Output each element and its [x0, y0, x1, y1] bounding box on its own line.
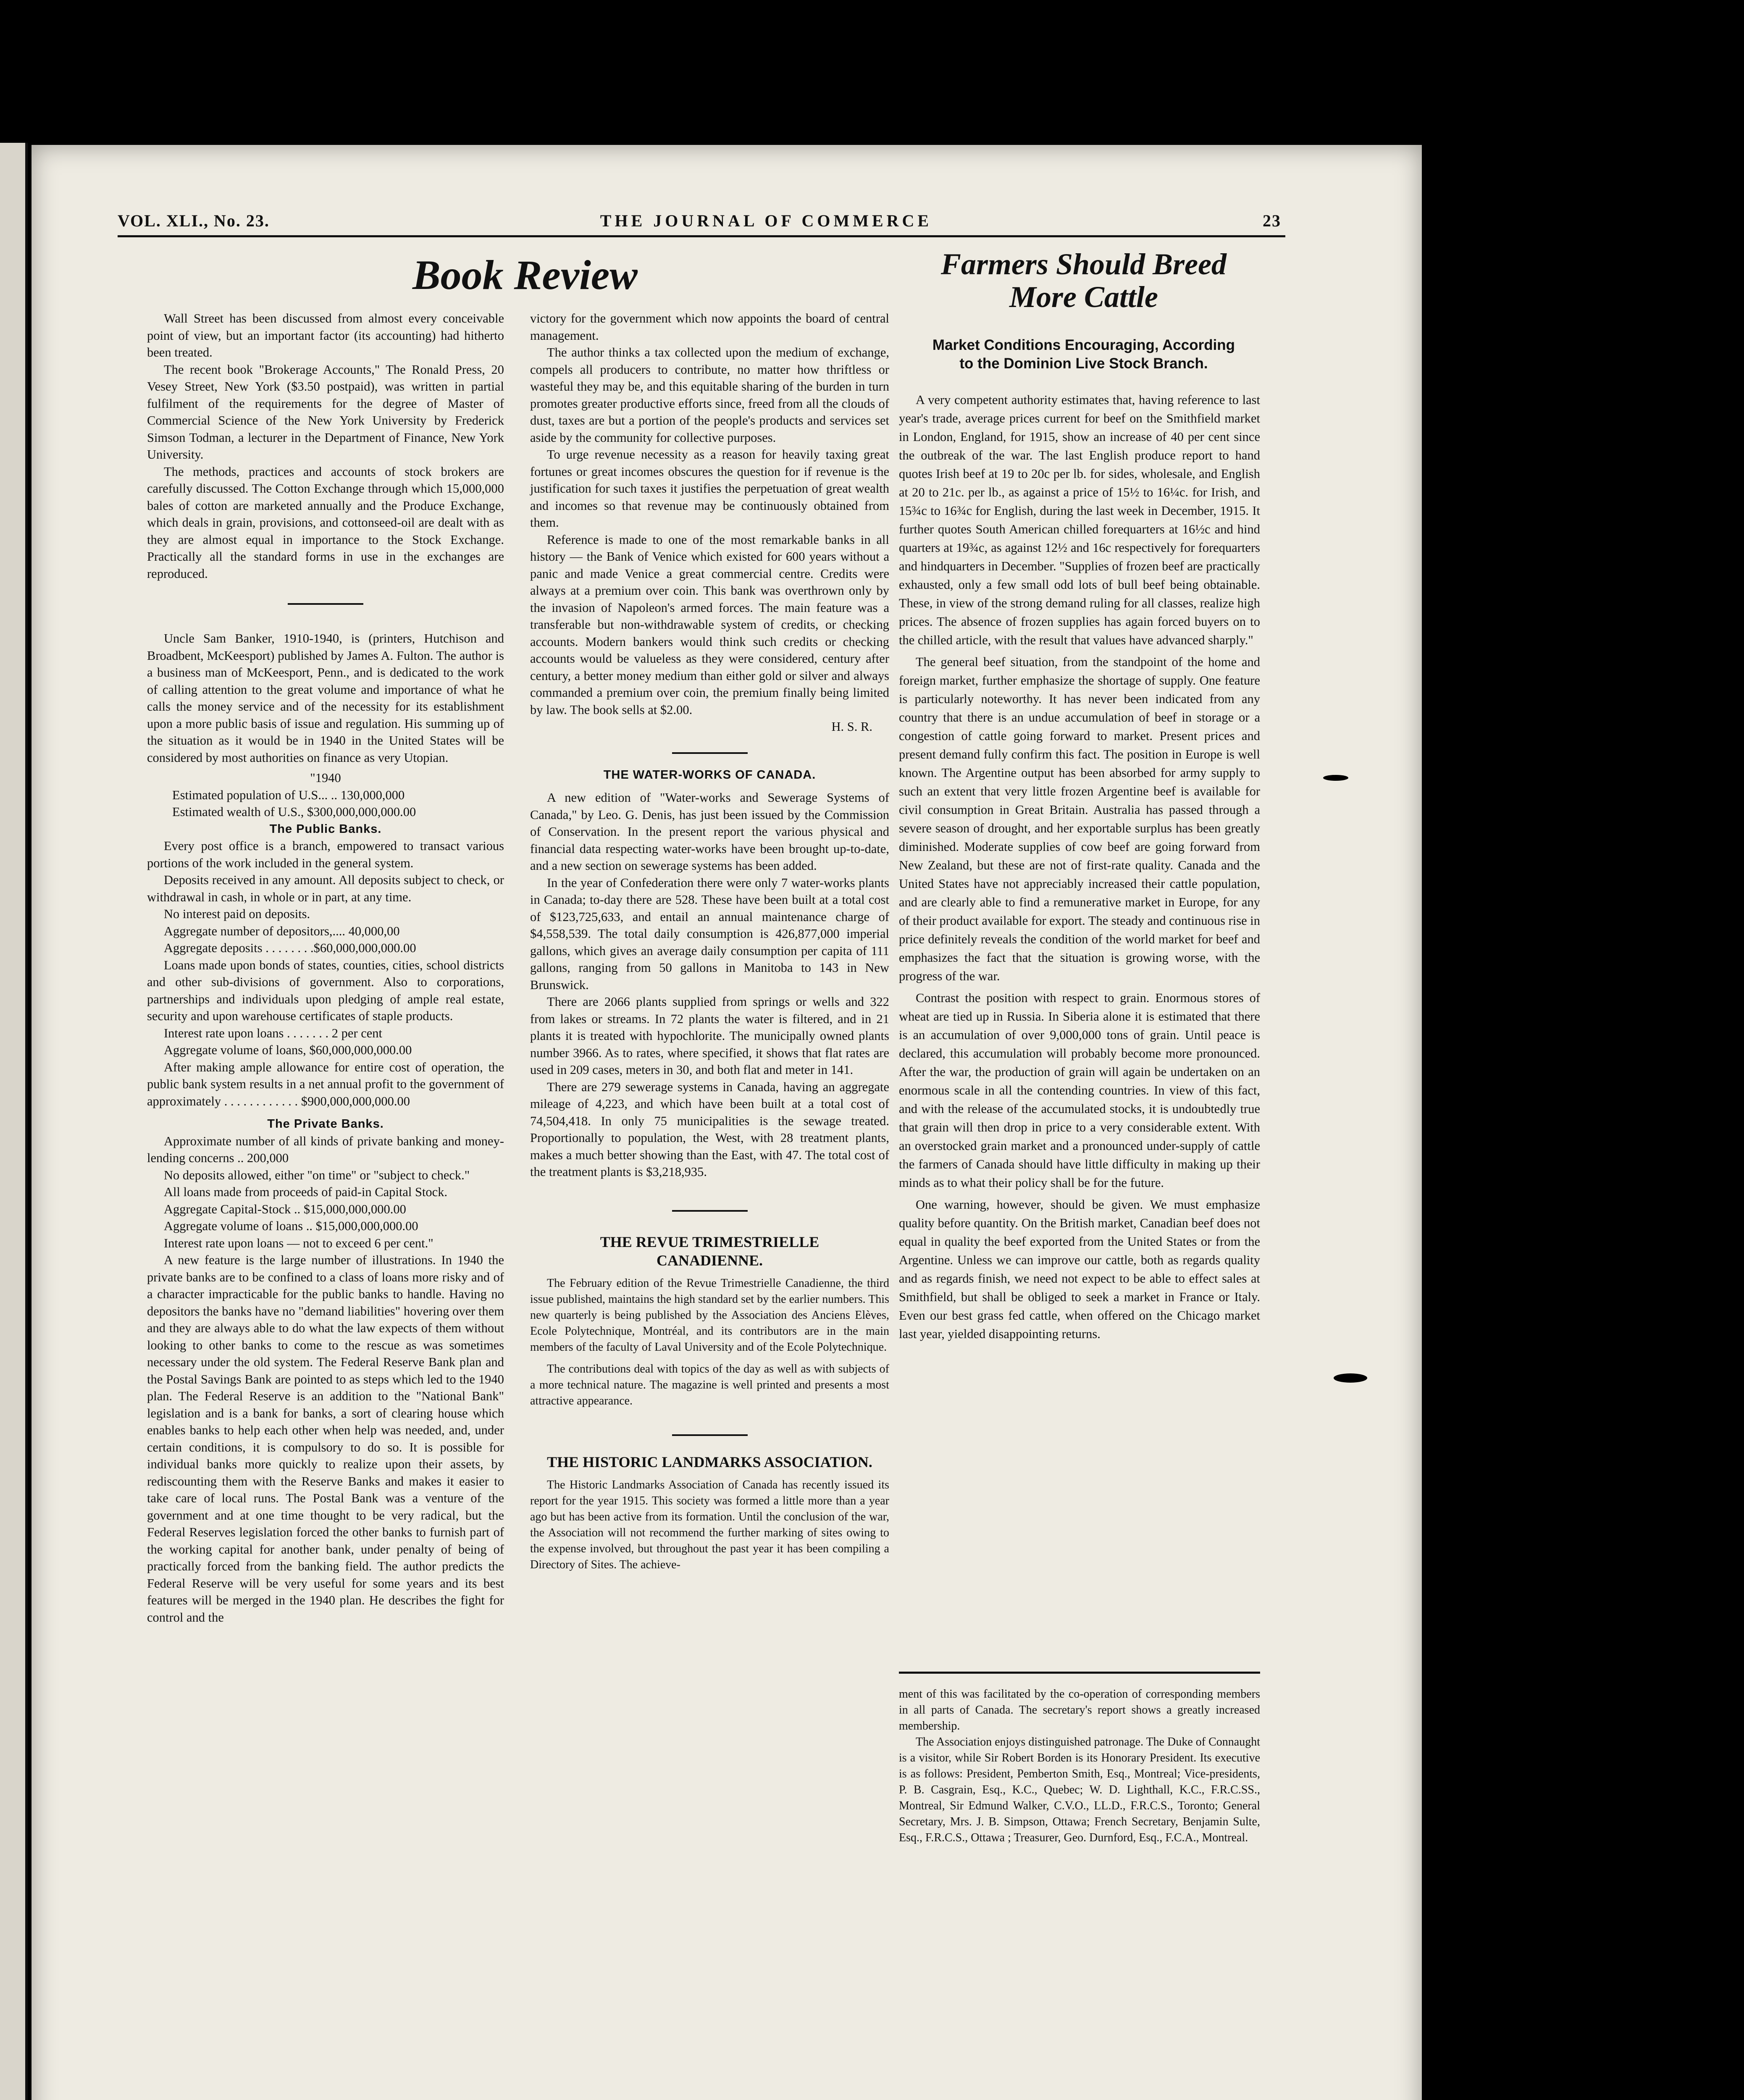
section-divider: [672, 752, 748, 754]
book-review-title: Book Review: [412, 252, 638, 298]
farmers-subhead: [899, 336, 1269, 373]
uncle-sam-para: Uncle Sam Banker, 1910-1940, is (printers, Hutchison and Broadbent, McKeesport) published by James A. Fulton. The author is a business man of McKeesport, Penn., and is dedicated to the work of calling attention to the great volume and importance of what he calls the money service and of the necessity for its establishment upon a more public basis of issue and regulation. His summing up of the situation as it would be in 1940 in the United States will be considered by most authorities on finance as very Utopian.: [147, 631, 504, 765]
page-header: [118, 208, 1281, 233]
book-review-para-3: The methods, practices and accounts of stock brokers are carefully discussed. The Cotton Exchange through which 15,000,000 bales of cotton are marketed annually and the Produce Exchange, which deals in grain, provisions, and cottonseed-oil are dealt with as they are almost equal in importance to the Stock Exchange. Practically all the standard forms in use in the exchanges are reproduced.: [147, 464, 504, 581]
adjacent-page-edge: [0, 143, 28, 2100]
population-line: Estimated population of U.S... .. 130,000,000: [172, 788, 405, 802]
private-line: No deposits allowed, either "on time" or "subject to check.": [164, 1168, 470, 1182]
column-1: [147, 310, 504, 1626]
section-divider: [672, 1434, 748, 1436]
private-line: Interest rate upon loans — not to exceed 6 per cent.": [164, 1236, 433, 1250]
revue-heading: THE REVUE TRIMESTRIELLE CANADIENNE.: [600, 1233, 819, 1269]
header-rule: [118, 235, 1285, 237]
public-line: Aggregate deposits . . . . . . . .$60,000,000,000.00: [164, 941, 416, 955]
section-divider: [288, 603, 363, 605]
public-banks-heading: The Public Banks.: [269, 822, 382, 836]
landmarks-cont-para: The Association enjoys distinguished patronage. The Duke of Connaught is a visitor, while Sir Robert Borden is its Honorary President. Its executive is as follows: President, Pemberton Smith, Esq., Montreal; Vice-presidents, P. B. Casgrain, Esq., K.C., Quebec; W. D. Lighthall, K.C., F.R.C.SS., Montreal, Sir Edmund Walker, C.V.O., LL.D., F.R.C.S., Toronto; General Secretary, Mrs. J. B. Simpson, Ottawa; French Secretary, Benjamin Sulte, Esq., F.R.C.S., Ottawa ; Treasurer, Geo. Durnford, Esq., F.C.A., Montreal.: [899, 1735, 1260, 1844]
private-line: Aggregate volume of loans .. $15,000,000,000.00: [164, 1219, 418, 1233]
public-line: Loans made upon bonds of states, counties, cities, school districts and other sub-divisions of government. Also to corporations, partnerships and individuals upon pledging of ample real estate, security and upon warehouse certificates of staple products.: [147, 958, 504, 1023]
public-line: No interest paid on deposits.: [164, 907, 310, 921]
wealth-line: Estimated wealth of U.S., $300,000,000,000.00: [172, 805, 416, 819]
revue-para: The contributions deal with topics of the day as well as with subjects of a more technical nature. The magazine is well printed and presents a most attractive appearance.: [530, 1362, 889, 1407]
page-number: 23: [1263, 211, 1281, 230]
public-line: Aggregate volume of loans, $60,000,000,000.00: [164, 1043, 412, 1057]
column-2: [530, 310, 889, 1573]
section-divider: [672, 1210, 748, 1212]
volume-number: VOL. XLI., No. 23.: [118, 211, 270, 230]
farmers-para: A very competent authority estimates that, having reference to last year's trade, average prices current for beef on the Smithfield market in London, England, for 1915, show an increase of 40 per cent since the outbreak of the war. The last English produce report to hand quotes Irish beef at 19 to 20c per lb. for sides, wholesale, and English at 20 to 21c. per lb., as against a price of 15½ to 16¼c. for Irish, and 15¾c to 16¾c for English, during the last week in December, 1915. It further quotes South American chilled forequarters at 16½c and hind quarters at 19¾c, as against 12½ and 16c respectively for forequarters and hindquarters in December. "Supplies of frozen beef are practically exhausted, only a few small odd lots of bull beef being obtainable. These, in view of the strong demand ruling for all classes, realize high prices. The absence of frozen supplies has again forced buyers on to the chilled article, with the result that values have advanced sharply.": [899, 393, 1260, 647]
private-line: Aggregate Capital-Stock .. $15,000,000,000.00: [164, 1202, 406, 1216]
public-line: Interest rate upon loans . . . . . . . 2 per cent: [164, 1026, 383, 1040]
book-review-cont-3: To urge revenue necessity as a reason for heavily taxing great fortunes or great incomes obscures the question for if revenue is the justification for such taxes it justifies the perpetuation of great wealth and incomes so that revenue may be continuously obtained from them.: [530, 447, 889, 530]
farmers-subhead-line-1: Market Conditions Encouraging, According: [932, 337, 1235, 353]
landmarks-para: The Historic Landmarks Association of Canada has recently issued its report for the year 1915. This society was formed a little more than a year ago but has been active from its formation. Until the conclusion of the war, the Association will not recommend the further marking of sites owing to the expense involved, but throughout the past year it has been compiling a Directory of Sites. The achieve-: [530, 1478, 889, 1571]
farmers-para: One warning, however, should be given. We must emphasize quality before quantity. On the British market, Canadian beef does not equal in quality the beef exported from the United States or from the Argentine. Unless we can improve our cattle, both as regards quality and as regards finish, we need not expect to be able to effect sales at Smithfield, but shall be obliged to seek a market in France or Italy. Even our best grass fed cattle, when offered on the Chicago market last year, yielded disappointing returns.: [899, 1197, 1260, 1341]
waterworks-para: There are 279 sewerage systems in Canada, having an aggregate mileage of 4,223, and which have been built at a total cost of 74,504,418. In only 75 municipalities is the sewage treated. Proportionally to population, the West, with 28 treatment plants, makes a much better showing than the East, with 47. The total cost of the treatment plants is $3,218,935.: [530, 1079, 889, 1179]
book-review-cont-4: Reference is made to one of the most remarkable banks in all history — the Bank of Venice which existed for 600 years without a panic and made Venice a great commercial centre. Credits were always at a premium over coin. This bank was overthrown only by the invasion of Napoleon's armed forces. The main feature was a transferable but non-withdrawable system of credits, or checking accounts. Modern bankers would think such credits or checking accounts would be valueless as they were considered, century after century, a better money medium than either gold or silver and always commanded a premium over coin, the premium finally being limited by law. The book sells at $2.00.: [530, 532, 889, 717]
book-review-para-1: Wall Street has been discussed from almost every conceivable point of view, but an important factor (its accounting) had hitherto been treated.: [147, 311, 504, 360]
public-line: Every post office is a branch, empowered to transact various portions of the work included in the general system.: [147, 839, 504, 870]
book-review-cont-1: victory for the government which now appoints the board of central management.: [530, 311, 889, 343]
waterworks-para: A new edition of "Water-works and Sewerage Systems of Canada," by Leo. G. Denis, has just been issued by the Commission of Conservation. In the present report the various physical and financial data respecting water-works have been brought up-to-date, and a new section on sewerage systems has been added.: [530, 790, 889, 873]
private-line: A new feature is the large number of illustrations. In 1940 the private banks are to be confined to a class of loans more risky and of a character impracticable for the public banks to handle. Having no depositors the banks have no "demand liabilities" hovering over them and they are always able to do what the law expects of them without looking to other banks to come to the rescue as was sometimes necessary under the old system. The Federal Reserve Bank plan and the Postal Savings Bank are pointed to as steps which led to the 1940 plan. The Federal Reserve is an addition to the "National Bank" legislation and is a bank for banks, a sort of clearing house which enables banks to help each other when help was needed, and, under certain conditions, it is compulsory to do so. It is possible for individual banks more quickly to realize upon their assets, by rediscounting them with the Reserve Banks and makes it easier to take care of local runs. The Postal Bank was a venture of the government and at one time thought to be very radical, but the Federal Reserves legislation forced the other banks to furnish part of the working capital for another bank, under penalty of being of practically forced from the banking field. The author predicts the Federal Reserve will be very useful for some years and its best features will be merged in the 1940 plan. He describes the fight for control and the: [147, 1253, 504, 1625]
landmarks-heading: THE HISTORIC LANDMARKS ASSOCIATION.: [547, 1453, 872, 1470]
column-3-rule: [899, 1672, 1260, 1674]
farmers-para: Contrast the position with respect to grain. Enormous stores of wheat are tied up in Russia. In Siberia alone it is estimated that there is an accumulation of over 9,000,000 tons of grain. Until peace is declared, this accumulation will probably become more pronounced. After the war, the production of grain will again be undertaken on an enormous scale in all the contending countries. In view of this fact, and with the release of the accumulated stocks, it is undoubtedly true that grain will then drop in price to a very considerable extent. With an overstocked grain market and a pronounced under-supply of cattle the farmers of Canada should have little difficulty in making up their minds as to what their policy shall be for the future.: [899, 991, 1260, 1190]
private-line: All loans made from proceeds of paid-in Capital Stock.: [164, 1185, 448, 1199]
private-line: Approximate number of all kinds of private banking and money-lending concerns .. 200,000: [147, 1134, 504, 1165]
year-heading: "1940: [310, 771, 341, 785]
ink-blot: [1323, 775, 1348, 781]
revue-para: The February edition of the Revue Trimestrielle Canadienne, the third issue published, maintains the high standard set by the earlier numbers. This new quarterly is being published by the Association des Anciens Elèves, Ecole Polytechnique, Montréal, and its contributors are in the main members of the faculty of Laval University and of the Ecole Polytechnique.: [530, 1276, 889, 1354]
ink-blot: [1334, 1373, 1367, 1383]
waterworks-heading: THE WATER-WORKS OF CANADA.: [603, 768, 816, 782]
public-line: After making ample allowance for entire cost of operation, the public bank system results in a net annual profit to the government of approximately . . . . . . . . . . . . $900,000,000,000.00: [147, 1060, 504, 1108]
book-review-para-2: The recent book "Brokerage Accounts," The Ronald Press, 20 Vesey Street, New York ($3.50 postpaid), was written in partial fulfilment of the requirements for the degree of Master of Commercial Science of the New York University by Frederick Simson Todman, a lecturer in the Department of Finance, New York University.: [147, 362, 504, 462]
book-review-cont-2: The author thinks a tax collected upon the medium of exchange, compels all producers to contribute, no matter how thriftless or wasteful they may be, and this equitable sharing of the burden in turn promotes greater productive efforts since, freed from all the clouds of dust, taxes are but a portion of the people's products and services set aside by the community for collective purposes.: [530, 345, 889, 445]
waterworks-para: There are 2066 plants supplied from springs or wells and 322 from lakes or streams. In 72 plants the water is filtered, and in 21 plants it is treated with hypochlorite. The municipally owned plants number 3966. As to rates, where specified, it shows that flat rates are used in 209 cases, meters in 30, and both flat and meter in 141.: [530, 995, 889, 1077]
journal-title: THE JOURNAL OF COMMERCE: [600, 211, 932, 230]
private-banks-heading: The Private Banks.: [267, 1117, 384, 1131]
farmers-title: [899, 248, 1269, 313]
reviewer-signature: H. S. R.: [831, 719, 872, 734]
farmers-title-line-1: Farmers Should Breed: [940, 247, 1227, 281]
column-3: [899, 391, 1260, 1343]
public-line: Deposits received in any amount. All deposits subject to check, or withdrawal in cash, in whole or in part, at any time.: [147, 873, 504, 904]
farmers-para: The general beef situation, from the standpoint of the home and foreign market, further emphasize the shortage of supply. One feature is particularly noteworthy. It has never been indicated from any country that there is an undue accumulation of beef in storage or a congestion of cattle going forward to market. Present prices and present demand fully confirm this fact. The position in Europe is well known. The Argentine output has been absorbed for army supply to such an extent that very little frozen Argentine beef is available for civil consumption in Great Britain. Australia has passed through a severe season of drought, and her exportable surplus has been greatly diminished. Moderate supplies of cow beef are going forward from New Zealand, but these are not of first-rate quality. Canada and the United States have not appreciably increased their cattle population, and are clearly able to find a remunerative market in Europe, for any of their product available for export. The steady and continuous rise in price definitely reveals the condition of the world market for beef and emphasizes the fact that the situation is growing worse, with the progress of the war.: [899, 655, 1260, 983]
farmers-subhead-line-2: to the Dominion Live Stock Branch.: [959, 355, 1208, 372]
waterworks-para: In the year of Confederation there were only 7 water-works plants in Canada; to-day there are 528. These have been built at a total cost of $123,725,633, and entail an annual maintenance charge of $4,558,539. The total daily consumption is 426,877,000 imperial gallons, which gives an average daily consumption per capita of 111 gallons, ranging from 50 gallons in Manitoba to 143 in New Brunswick.: [530, 875, 889, 992]
landmarks-cont-para: ment of this was facilitated by the co-operation of corresponding members in all parts of Canada. The secretary's report shows a greatly increased membership.: [899, 1688, 1260, 1732]
farmers-title-line-2: More Cattle: [1009, 280, 1158, 314]
landmarks-continued: [899, 1686, 1260, 1846]
public-line: Aggregate number of depositors,.... 40,000,00: [164, 924, 400, 938]
